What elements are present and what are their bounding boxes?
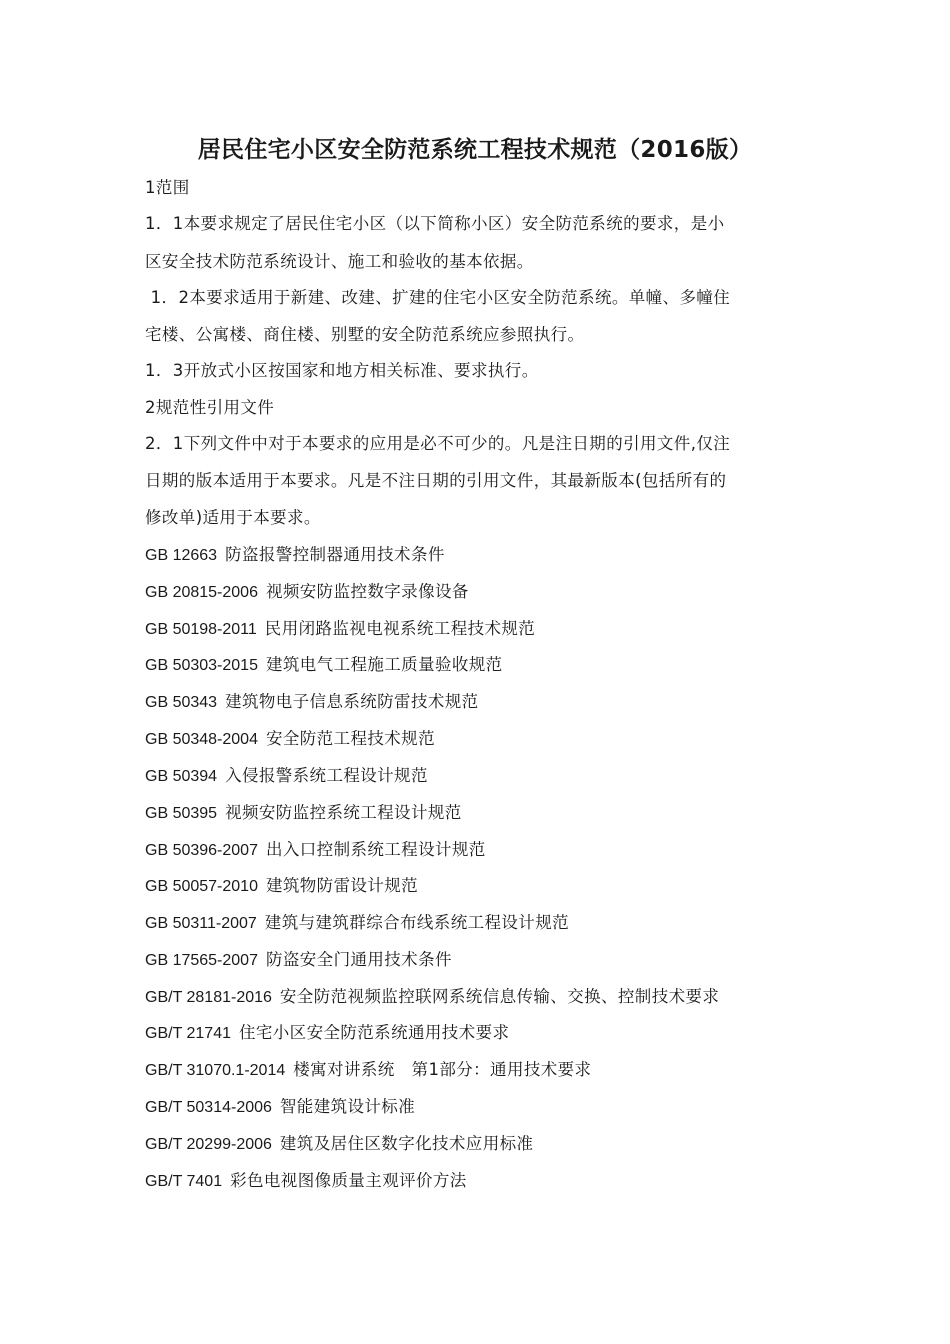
- reference-title: 安全防范工程技术规范: [265, 729, 435, 748]
- reference-title: 防盗安全门通用技术条件: [265, 950, 452, 969]
- reference-code: GB/T 7401: [145, 1173, 223, 1190]
- reference-item: [145, 911, 815, 936]
- reference-title: 建筑电气工程施工质量验收规范: [265, 655, 503, 674]
- reference-code: GB 50348-2004: [145, 731, 258, 748]
- paragraph-line: 1．2本要求适用于新建、改建、扩建的住宅小区安全防范系统。单幢、多幢住: [145, 288, 731, 307]
- reference-item: [145, 543, 815, 568]
- reference-item: [145, 1095, 815, 1120]
- reference-title: 建筑物电子信息系统防雷技术规范: [225, 692, 479, 711]
- reference-code: GB 50057-2010: [145, 878, 258, 895]
- reference-code: GB/T 21741: [145, 1025, 231, 1042]
- reference-code: GB 20815-2006: [145, 584, 258, 601]
- paragraph-line: 1．3开放式小区按国家和地方相关标准、要求执行。: [145, 361, 539, 380]
- reference-code: GB 50394: [145, 768, 218, 785]
- reference-code: GB 50311-2007: [145, 915, 257, 932]
- reference-title: 彩色电视图像质量主观评价方法: [230, 1171, 467, 1190]
- paragraph-line: 2．1下列文件中对于本要求的应用是必不可少的。凡是注日期的引用文件,仅注: [145, 434, 731, 453]
- reference-code: GB/T 20299-2006: [145, 1136, 272, 1153]
- reference-code: GB 12663: [145, 547, 218, 564]
- reference-code: GB 50343: [145, 694, 218, 711]
- reference-item: [145, 838, 815, 863]
- reference-title: 出入口控制系统工程设计规范: [265, 840, 486, 859]
- reference-title: 住宅小区安全防范系统通用技术要求: [238, 1023, 510, 1042]
- paragraph-line: 区安全技术防范系统设计、施工和验收的基本依据。: [145, 252, 534, 271]
- reference-code: GB 50395: [145, 805, 218, 822]
- reference-title: 建筑及居住区数字化技术应用标准: [279, 1134, 534, 1153]
- reference-code: GB/T 50314-2006: [145, 1099, 272, 1116]
- reference-item: [145, 874, 815, 899]
- reference-item: [145, 1021, 815, 1046]
- reference-item: [145, 653, 815, 678]
- reference-code: GB 17565-2007: [145, 952, 258, 969]
- document-title: 居民住宅小区安全防范系统工程技术规范（2016版）: [197, 137, 753, 163]
- paragraph-line: 日期的版本适用于本要求。凡是不注日期的引用文件，其最新版本(包括所有的: [145, 471, 727, 490]
- reference-title: 防盗报警控制器通用技术条件: [225, 545, 445, 564]
- reference-item: [145, 764, 815, 789]
- reference-code: GB/T 28181-2016: [145, 989, 272, 1006]
- reference-title: 视频安防监控系统工程设计规范: [225, 803, 462, 822]
- reference-item: [145, 948, 815, 973]
- reference-item: [145, 1169, 815, 1194]
- section-heading-scope: 1范围: [145, 178, 190, 197]
- reference-title: 建筑与建筑群综合布线系统工程设计规范: [264, 913, 569, 932]
- reference-code: GB 50198-2011: [145, 621, 257, 638]
- reference-title: 楼寓对讲系统 第1部分：通用技术要求: [293, 1060, 592, 1079]
- reference-code: GB/T 31070.1-2014: [145, 1062, 286, 1079]
- paragraph-line: 宅楼、公寓楼、商住楼、别墅的安全防范系统应参照执行。: [145, 325, 585, 344]
- reference-item: [145, 690, 815, 715]
- reference-item: [145, 580, 815, 605]
- reference-item: [145, 617, 815, 642]
- reference-code: GB 50396-2007: [145, 842, 258, 859]
- section-heading-references: 2规范性引用文件: [145, 398, 275, 417]
- reference-item: [145, 1132, 815, 1157]
- paragraph-line: 修改单)适用于本要求。: [145, 508, 321, 527]
- paragraph-line: 1．1本要求规定了居民住宅小区（以下简称小区）安全防范系统的要求，是小: [145, 214, 725, 233]
- reference-title: 民用闭路监视电视系统工程技术规范: [264, 619, 536, 638]
- reference-title: 入侵报警系统工程设计规范: [225, 766, 428, 785]
- reference-code: GB 50303-2015: [145, 657, 258, 674]
- reference-item: [145, 1058, 815, 1083]
- reference-item: [145, 801, 815, 826]
- reference-title: 安全防范视频监控联网系统信息传输、交换、控制技术要求: [279, 987, 720, 1006]
- reference-title: 智能建筑设计标准: [279, 1097, 416, 1116]
- reference-title: 建筑物防雷设计规范: [265, 876, 419, 895]
- reference-item: [145, 985, 815, 1010]
- reference-title: 视频安防监控数字录像设备: [265, 582, 469, 601]
- reference-item: [145, 727, 815, 752]
